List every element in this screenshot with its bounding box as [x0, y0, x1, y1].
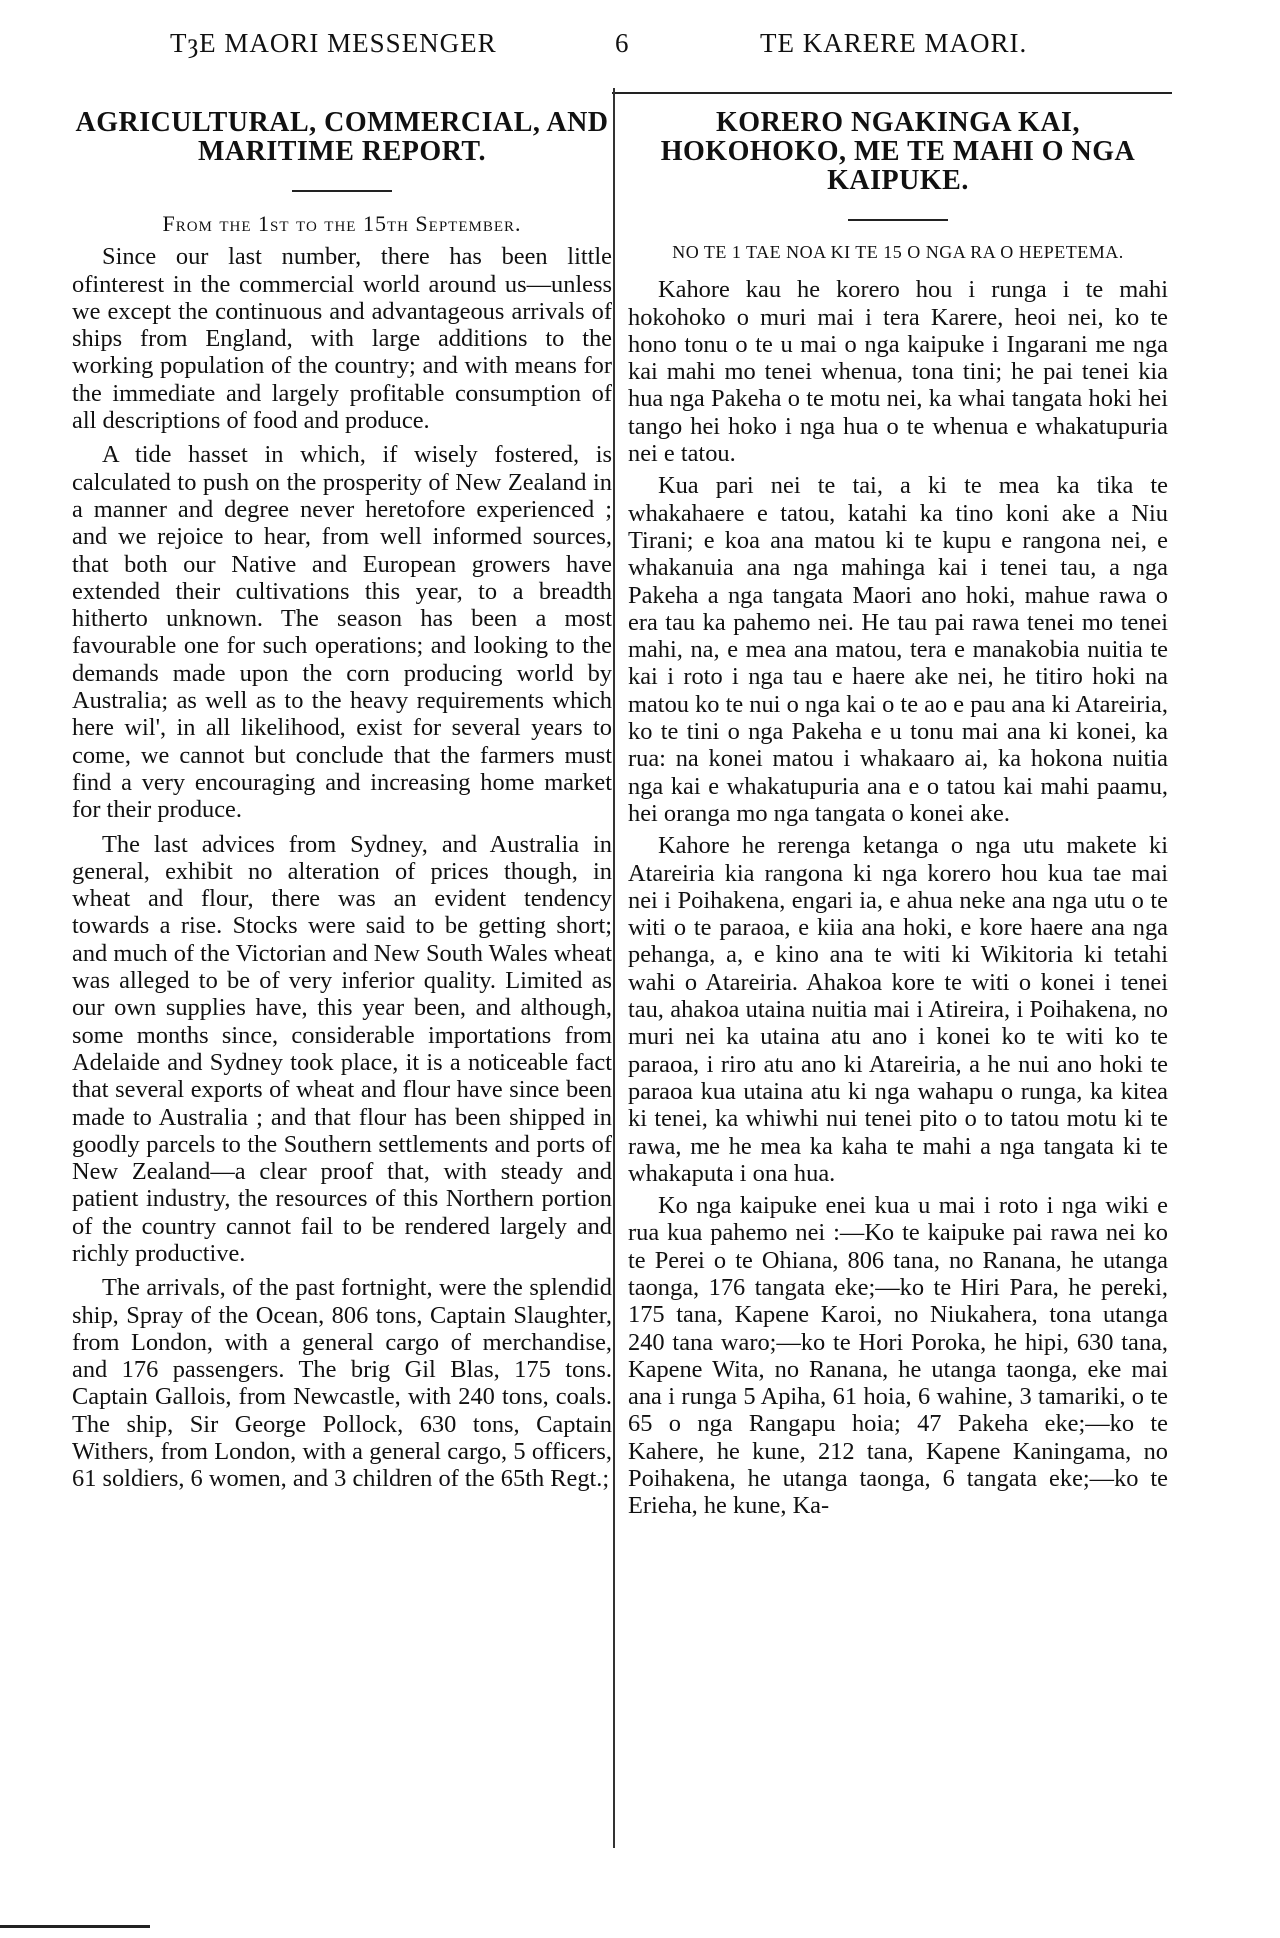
english-dateline: From the 1st to the 15th September. — [162, 211, 522, 236]
english-heading: AGRICULTURAL, COMMERCIAL, AND MARITIME REPORT. — [75, 107, 609, 167]
maori-heading-rule — [848, 219, 948, 221]
top-rule — [612, 92, 1172, 94]
maori-column — [628, 108, 1168, 1520]
page-number: 6 — [615, 28, 630, 58]
english-paragraph: The arrivals, of the past fortnight, were the splendid ship, Spray of the Ocean, 806 tons, Captain Slaughter, from London, with a general cargo of merchandise, and 176 passengers. The brig Gil Blas, 175 tons. Captain Gallois, from Newcastle, with 240 tons, coals. The ship, Sir George Pollock, 630 tons, Captain Withers, from London, with a general cargo, 5 officers, 61 soldiers, 6 women, and 3 children of the 65th Regt.; — [72, 1274, 612, 1493]
maori-paragraph: Kahore kau he korero hou i runga i te mahi hokohoko o muri mai i tera Karere, heoi nei, ko te hono tonu o te u mai o nga kaipuke i Ingarani me nga kai mahi mo tenei whenua, tona tini; he pai tenei kia hua nga Pakeha o te motu nei, ka whai tangata hoki hei tango hei hoko i nga hua o te whenua e whakatupuria nei e tatou. — [628, 276, 1168, 468]
masthead-english-title: TȝE MAORI MESSENGER — [170, 28, 497, 58]
bottom-rule — [0, 1925, 150, 1928]
english-paragraph: A tide hasset in which, if wisely fostered, is calculated to push on the prosperity of New Zealand in a manner and degree never heretofore experienced ; and we rejoice to hear, from well informed sources, that both our Native and European growers have extended their cultivations this year, to a breadth hitherto unknown. The season has been a most favourable one for such operations; and looking to the demands made upon the corn producing world by Australia; as well as to the heavy requirements which here wil', in all likelihood, exist for several years to come, we cannot but conclude that the farmers must find a very encouraging and increasing home market for their produce. — [72, 441, 612, 824]
english-paragraph: The last advices from Sydney, and Australia in general, exhibit no alteration of prices though, in wheat and flour, there was an evident tendency towards a rise. Stocks were said to be getting short; and much of the Victorian and New South Wales wheat was alleged to be of very inferior quality. Limited as our own supplies have, this year been, and although, some months since, considerable importations from Adelaide and Sydney took place, it is a noticeable fact that several exports of wheat and flour have since been made to Australia ; and that flour has been shipped in goodly parcels to the Southern settlements and ports of New Zealand—a clear proof that, with steady and patient industry, the resources of this Northern portion of the country cannot fail to be rendered largely and richly productive. — [72, 830, 612, 1267]
maori-paragraph: Kua pari nei te tai, a ki te mea ka tika te whakahaere e tatou, katahi ka tino koni ake a Niu Tirani; e koa ana matou ki te kupu e rangona nei, e whakanuia ana nga mahinga kai i tenei tau, a nga Pakeha a nga tangata Maori ano hoki, mahue rawa o era tau ka pahemo nei. He tau pai rawa tenei mo tenei mahi, na, e mea ana matou, tera e manakobia nuitia te kai i roto i nga tau e haere ake nei, he titiro hoki na matou ko te nui o nga kai o te ao e pau ana ki Atareiria, ko te tini o nga Pakeha e u tonu mai ana ki konei, ka rua: na konei matou i whakaaro ai, ka hokona nuitia nga kai e whakatupuria ana e o tatou kai mahi paamu, hei oranga mo nga tangata o konei ake. — [628, 472, 1168, 827]
english-column — [72, 108, 612, 1493]
english-paragraph: Since our last number, there has been little ofinterest in the commercial world around us—unless we except the continuous and advantageous arrivals of ships from England, with large additions to the working population of the country; and with means for the immediate and largely profitable consumption of all descriptions of food and produce. — [72, 243, 612, 435]
column-divider — [613, 88, 615, 1848]
masthead — [0, 28, 1280, 68]
maori-dateline: NO TE 1 TAE NOA KI TE 15 O NGA RA O HEPETEMA. — [672, 242, 1124, 262]
english-heading-rule — [292, 190, 392, 192]
maori-paragraph: Kahore he rerenga ketanga o nga utu makete ki Atareiria kia rangona ki nga korero hou kua tae mai nei i Poihakena, engari ia, e ahua neke ana nga utu o te witi o te paraoa, e kiia ana hoki, e kore haere ana nga pehanga, a, e kino ana te witi ki Wikitoria ki tetahi wahi o Atareiria. Ahakoa kore te witi o konei i tenei tau, ahakoa utaina nuitia mai i Atireira, i Poihakena, no muri nei ka utaina atu ano i konei ko te witi ko te paraoa, i riro atu ano ki Atareiria, a he nui ano hoki te paraoa kua utaina atu ki nga wahapu o runga, ka kitea ki tenei, ka whiwhi nui tenei pito o to tatou motu ki te rawa, me he mea ka kaha te mahi a nga tangata ki te whakaputa i ona hua. — [628, 832, 1168, 1187]
maori-paragraph: Ko nga kaipuke enei kua u mai i roto i nga wiki e rua kua pahemo nei :—Ko te kaipuke pai rawa nei ko te Perei o te Ohiana, 806 tana, no Ranana, he utanga taonga, 176 tangata eke;—ko te Hiri Para, he pereki, 175 tana, Kapene Karoi, no Niukahera, tona utanga 240 tana waro;—ko te Hori Poroka, he hipi, 630 tana, Kapene Wita, no Ranana, he utanga taonga, eke mai ana i runga 5 Apiha, 61 hoia, 6 wahine, 3 tamariki, o te 65 o nga Rangapu hoia; 47 Pakeha eke;—ko te Kahere, he kune, 212 tana, Kapene Kaningama, no Poihakena, he utanga taonga, 6 tangata eke;—ko te Erieha, he kune, Ka- — [628, 1192, 1168, 1520]
maori-heading: KORERO NGAKINGA KAI, HOKOHOKO, ME TE MAHI O NGA KAIPUKE. — [660, 107, 1136, 196]
masthead-maori-title: TE KARERE MAORI. — [760, 28, 1028, 58]
